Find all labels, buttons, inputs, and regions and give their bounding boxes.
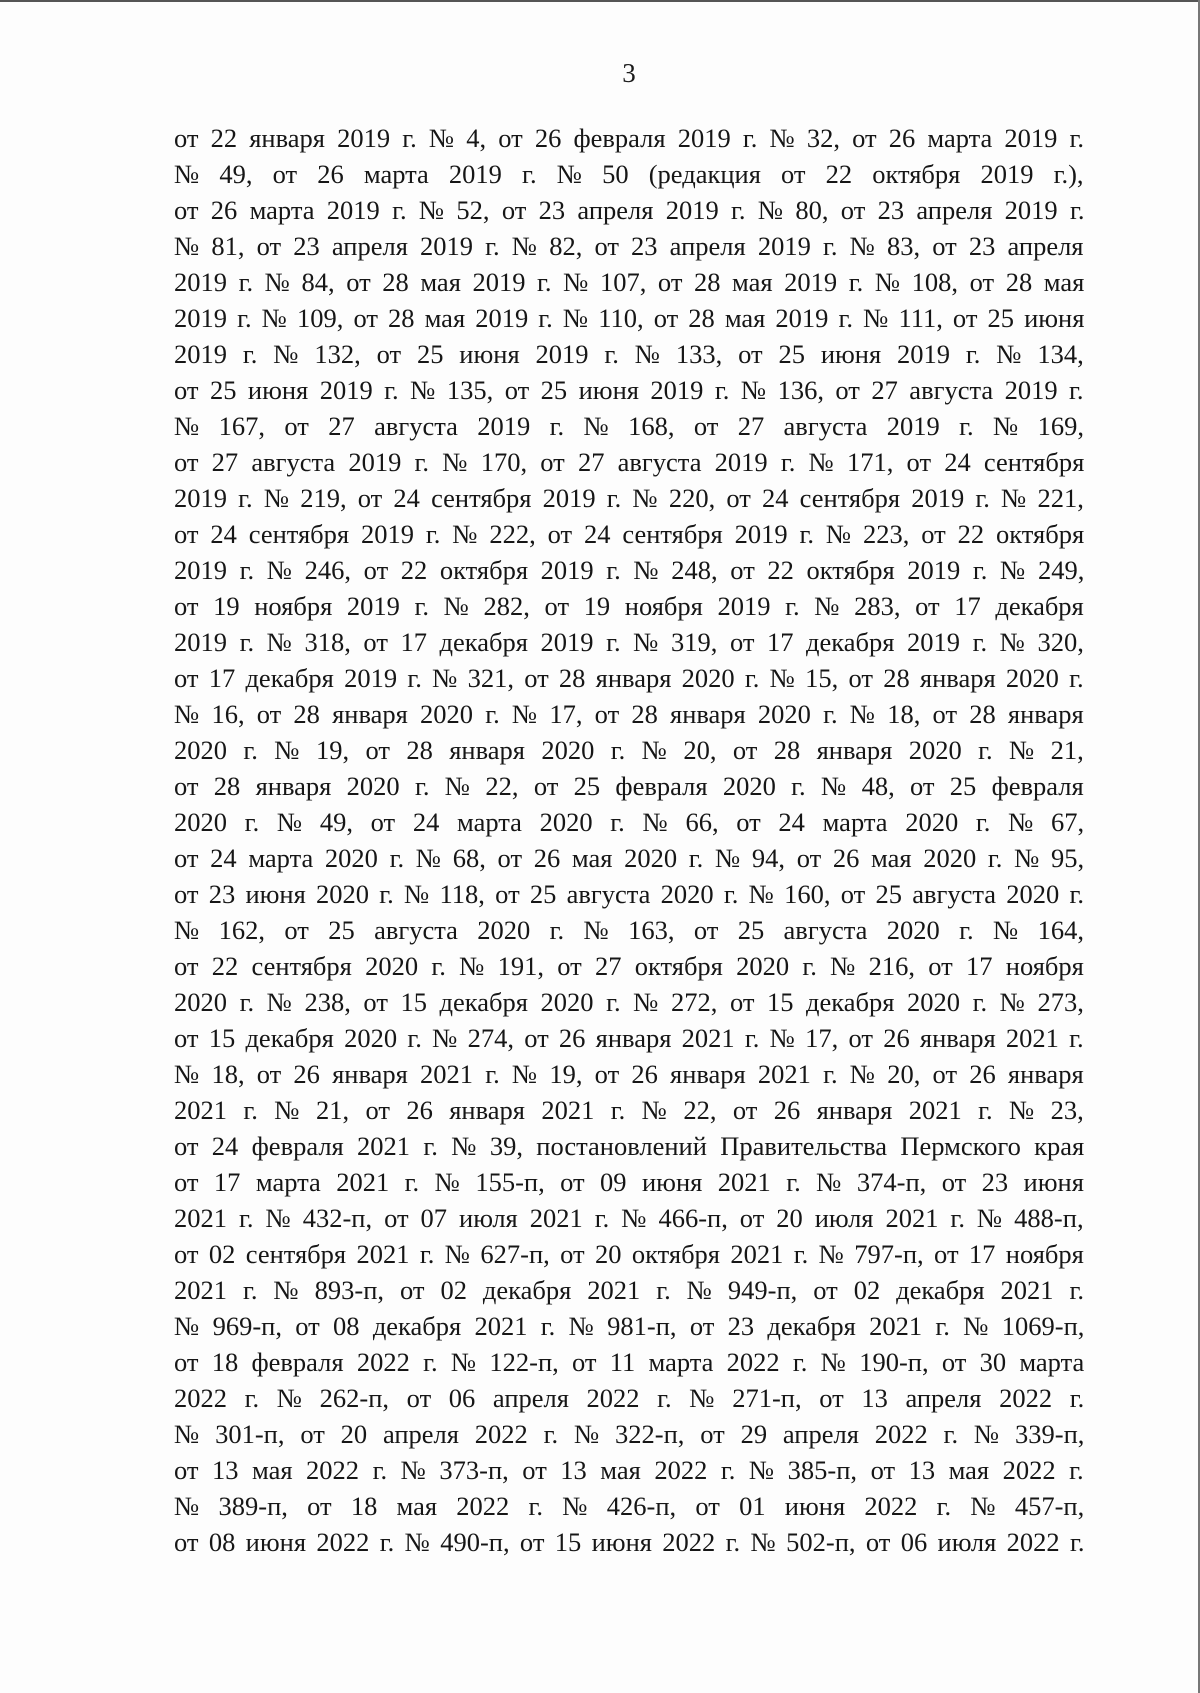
text-line: 2019 г. № 84, от 28 мая 2019 г. № 107, от 28 мая 2019 г. № 108, от 28 мая: [174, 267, 1085, 297]
text-line: от 27 августа 2019 г. № 170, от 27 августа 2019 г. № 171, от 24 сентября: [174, 447, 1085, 477]
text-line: № 16, от 28 января 2020 г. № 17, от 28 января 2020 г. № 18, от 28 января: [174, 699, 1084, 729]
text-line: 2021 г. № 893-п, от 02 декабря 2021 г. № 949-п, от 02 декабря 2021 г.: [174, 1275, 1084, 1305]
text-line: № 81, от 23 апреля 2019 г. № 82, от 23 апреля 2019 г. № 83, от 23 апреля: [174, 231, 1084, 261]
text-line: 2019 г. № 246, от 22 октября 2019 г. № 248, от 22 октября 2019 г. № 249,: [174, 555, 1085, 585]
text-line: 2020 г. № 238, от 15 декабря 2020 г. № 272, от 15 декабря 2020 г. № 273,: [174, 987, 1084, 1017]
page-top-edge: [0, 0, 1200, 2]
text-line: от 24 марта 2020 г. № 68, от 26 мая 2020 г. № 94, от 26 мая 2020 г. № 95,: [174, 843, 1085, 873]
text-line: № 301-п, от 20 апреля 2022 г. № 322-п, от 29 апреля 2022 г. № 339-п,: [174, 1419, 1085, 1449]
text-line: 2020 г. № 19, от 28 января 2020 г. № 20, от 28 января 2020 г. № 21,: [174, 735, 1084, 765]
text-line: 2021 г. № 21, от 26 января 2021 г. № 22, от 26 января 2021 г. № 23,: [174, 1095, 1084, 1125]
body-text: [174, 120, 1084, 1560]
text-line: № 167, от 27 августа 2019 г. № 168, от 27 августа 2019 г. № 169,: [174, 411, 1084, 441]
text-line: от 22 января 2019 г. № 4, от 26 февраля 2019 г. № 32, от 26 марта 2019 г.: [174, 123, 1085, 153]
text-line: № 969-п, от 08 декабря 2021 г. № 981-п, от 23 декабря 2021 г. № 1069-п,: [174, 1311, 1085, 1341]
text-line: № 162, от 25 августа 2020 г. № 163, от 25 августа 2020 г. № 164,: [174, 915, 1084, 945]
text-line: от 15 декабря 2020 г. № 274, от 26 января 2021 г. № 17, от 26 января 2021 г.: [174, 1023, 1084, 1053]
text-line: от 24 февраля 2021 г. № 39, постановлений Правительства Пермского края: [174, 1131, 1085, 1161]
text-line: 2019 г. № 132, от 25 июня 2019 г. № 133, от 25 июня 2019 г. № 134,: [174, 339, 1084, 369]
text-line: от 08 июня 2022 г. № 490-п, от 15 июня 2022 г. № 502-п, от 06 июля 2022 г.: [174, 1527, 1085, 1557]
text-line: 2019 г. № 318, от 17 декабря 2019 г. № 319, от 17 декабря 2019 г. № 320,: [174, 627, 1084, 657]
text-line: от 28 января 2020 г. № 22, от 25 февраля 2020 г. № 48, от 25 февраля: [174, 771, 1084, 801]
text-line: от 17 марта 2021 г. № 155-п, от 09 июня 2021 г. № 374-п, от 23 июня: [174, 1167, 1084, 1197]
text-line: от 25 июня 2019 г. № 135, от 25 июня 2019 г. № 136, от 27 августа 2019 г.: [174, 375, 1084, 405]
text-line: от 02 сентября 2021 г. № 627-п, от 20 октября 2021 г. № 797-п, от 17 ноября: [174, 1239, 1084, 1269]
text-line: от 18 февраля 2022 г. № 122-п, от 11 марта 2022 г. № 190-п, от 30 марта: [174, 1347, 1085, 1377]
text-line: 2020 г. № 49, от 24 марта 2020 г. № 66, от 24 марта 2020 г. № 67,: [174, 807, 1085, 837]
text-line: 2022 г. № 262-п, от 06 апреля 2022 г. № 271-п, от 13 апреля 2022 г.: [174, 1383, 1085, 1413]
text-line: от 13 мая 2022 г. № 373-п, от 13 мая 2022 г. № 385-п, от 13 мая 2022 г.: [174, 1455, 1084, 1485]
text-line: от 17 декабря 2019 г. № 321, от 28 января 2020 г. № 15, от 28 января 2020 г.: [174, 663, 1084, 693]
text-line: 2019 г. № 109, от 28 мая 2019 г. № 110, от 28 мая 2019 г. № 111, от 25 июня: [174, 303, 1085, 333]
text-line: 2019 г. № 219, от 24 сентября 2019 г. № 220, от 24 сентября 2019 г. № 221,: [174, 483, 1084, 513]
page-number: 3: [622, 58, 636, 88]
text-line: от 23 июня 2020 г. № 118, от 25 августа 2020 г. № 160, от 25 августа 2020 г.: [174, 879, 1085, 909]
text-line: от 24 сентября 2019 г. № 222, от 24 сентября 2019 г. № 223, от 22 октября: [174, 519, 1085, 549]
text-line: № 49, от 26 марта 2019 г. № 50 (редакция от 22 октября 2019 г.),: [174, 159, 1084, 189]
text-line: от 19 ноября 2019 г. № 282, от 19 ноября 2019 г. № 283, от 17 декабря: [174, 591, 1084, 621]
text-line: 2021 г. № 432-п, от 07 июля 2021 г. № 466-п, от 20 июля 2021 г. № 488-п,: [174, 1203, 1084, 1233]
text-line: от 22 сентября 2020 г. № 191, от 27 октября 2020 г. № 216, от 17 ноября: [174, 951, 1084, 981]
text-line: № 18, от 26 января 2021 г. № 19, от 26 января 2021 г. № 20, от 26 января: [174, 1059, 1084, 1089]
text-line: от 26 марта 2019 г. № 52, от 23 апреля 2019 г. № 80, от 23 апреля 2019 г.: [174, 195, 1085, 225]
text-line: № 389-п, от 18 мая 2022 г. № 426-п, от 01 июня 2022 г. № 457-п,: [174, 1491, 1085, 1521]
